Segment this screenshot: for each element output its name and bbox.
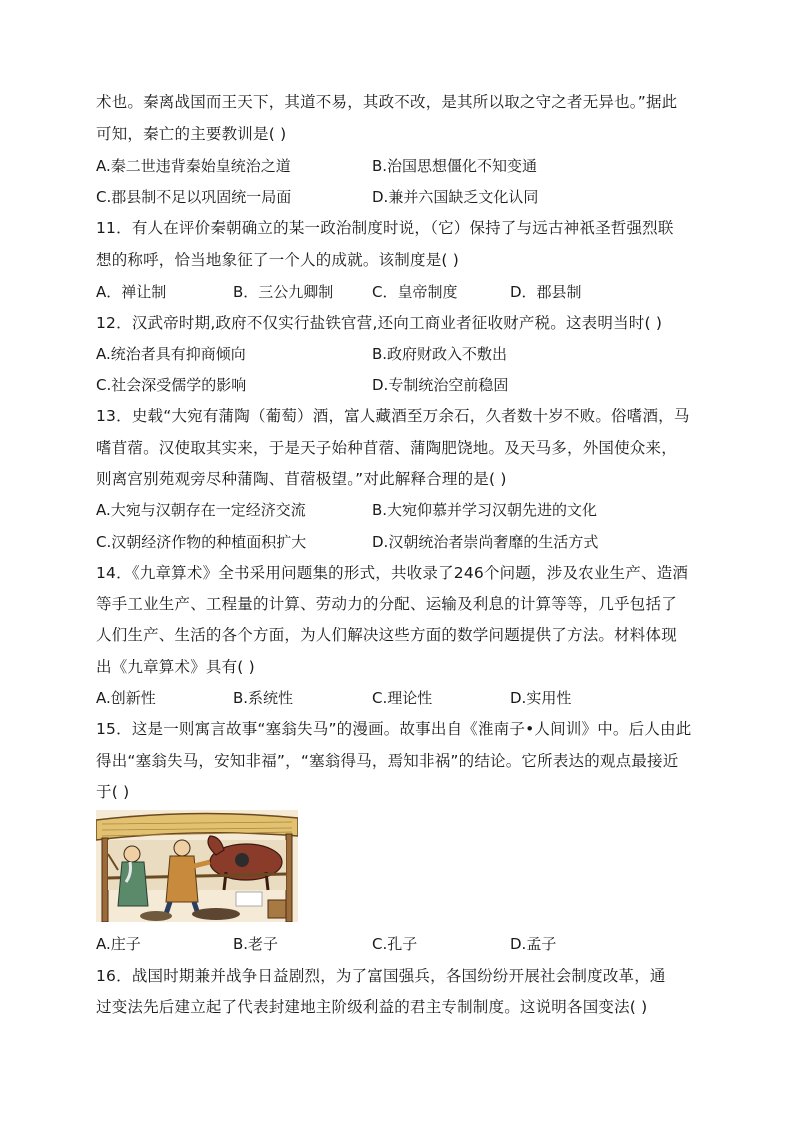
q10-option-a[interactable]: A.秦二世违背秦始皇统治之道 [96,157,291,175]
q11-option-d[interactable]: D．郡县制 [510,283,582,301]
q14-line-2: 等手工业生产、工程量的计算、劳动力的分配、运输及利息的计算等等，几乎包括了 [96,595,677,613]
q15-option-b[interactable]: B.老子 [233,935,279,953]
q16-line-1: 16．战国时期兼并战争日益剧烈，为了富国强兵，各国纷纷开展社会制度改革，通 [96,967,666,985]
q14-option-a[interactable]: A.创新性 [96,689,156,707]
q14-line-3: 人们生产、生活的各个方面，为人们解决这些方面的数学问题提供了方法。材料体现 [96,626,677,644]
q12-option-b[interactable]: B.政府财政入不敷出 [372,345,508,363]
q15-line-2: 得出“塞翁失马，安知非福”，“塞翁得马，焉知非祸”的结论。它所表达的观点最接近 [96,752,679,770]
q12-line-1: 12．汉武帝时期,政府不仅实行盐铁官营,还向工商业者征收财产税。这表明当时( ) [96,314,663,332]
q15-option-a[interactable]: A.庄子 [96,935,141,953]
q10-line-1: 术也。秦离战国而王天下，其道不易，其政不改，是其所以取之守之者无异也。”据此 [96,93,678,111]
q11-option-c[interactable]: C．皇帝制度 [372,283,458,301]
q12-option-d[interactable]: D.专制统治空前稳固 [372,376,509,394]
q11-line-2: 想的称呼，恰当地象征了一个人的成就。该制度是( ) [96,251,460,269]
q13-line-3: 则离宫别苑观旁尽种蒲陶、苜蓿极望。”对此解释合理的是( ) [96,470,507,488]
q13-option-a[interactable]: A.大宛与汉朝存在一定经济交流 [96,501,306,519]
q10-option-b[interactable]: B.治国思想僵化不知变通 [372,157,538,175]
q11-option-b[interactable]: B．三公九卿制 [233,283,334,301]
q13-line-1: 13．史载“大宛有蒲陶（葡萄）酒，富人藏酒至万余石，久者数十岁不败。俗嗜酒，马 [96,407,690,425]
q14-line-4: 出《九章算术》具有( ) [96,658,255,676]
q14-option-c[interactable]: C.理论性 [372,689,433,707]
q10-option-c[interactable]: C.郡县制不足以巩固统一局面 [96,188,292,206]
q12-option-c[interactable]: C.社会深受儒学的影响 [96,376,247,394]
q10-line-2: 可知，秦亡的主要教训是( ) [96,125,287,143]
q14-option-d[interactable]: D.实用性 [510,689,572,707]
q13-option-d[interactable]: D.汉朝统治者崇尚奢靡的生活方式 [372,533,599,551]
q15-option-c[interactable]: C.孔子 [372,935,418,953]
q13-option-c[interactable]: C.汉朝经济作物的种植面积扩大 [96,533,307,551]
q15-line-3: 于( ) [96,783,130,801]
q11-option-a[interactable]: A．禅让制 [96,283,167,301]
q15-option-d[interactable]: D.孟子 [510,935,557,953]
q14-line-1: 14．《九章算术》全书采用问题集的形式，共收录了246个问题，涉及农业生产、造酒 [96,564,689,582]
q14-option-b[interactable]: B.系统性 [233,689,294,707]
q10-option-d[interactable]: D.兼并六国缺乏文化认同 [372,188,539,206]
q16-line-2: 过变法先后建立起了代表封建地主阶级利益的君主专制制度。这说明各国变法( ) [96,998,648,1016]
q13-line-2: 嗜苜蓿。汉使取其实来，于是天子始种苜蓿、蒲陶肥饶地。及天马多，外国使众来， [96,439,677,457]
cartoon-illustration [96,810,298,922]
q12-option-a[interactable]: A.统治者具有抑商倾向 [96,345,246,363]
q13-option-b[interactable]: B.大宛仰慕并学习汉朝先进的文化 [372,501,598,519]
q15-line-1: 15．这是一则寓言故事“塞翁失马”的漫画。故事出自《淮南子•人间训》中。后人由此 [96,720,692,738]
q11-line-1: 11．有人在评价秦朝确立的某一政治制度时说，（它）保持了与远古神祇圣哲强烈联 [96,219,674,237]
